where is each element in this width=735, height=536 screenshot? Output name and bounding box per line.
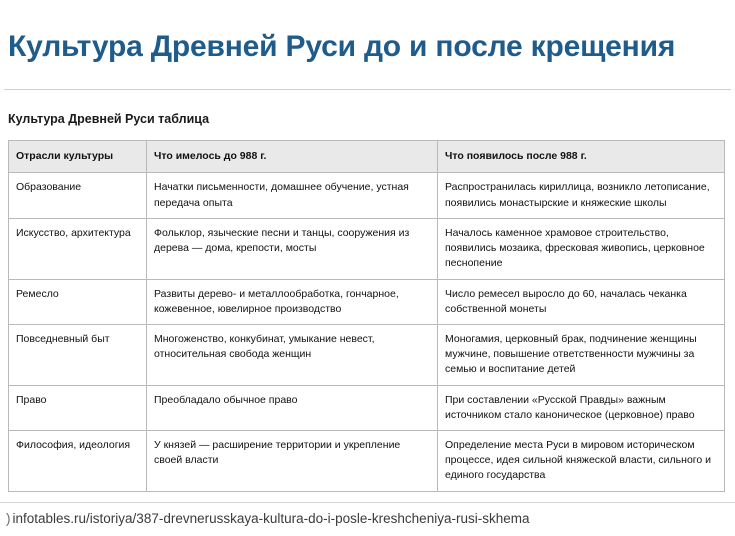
table-row (9, 279, 725, 324)
culture-table (8, 140, 725, 492)
table-header (9, 141, 725, 173)
column-header-before: Что имелось до 988 г. (147, 141, 438, 173)
document-page (0, 20, 735, 536)
table-row (9, 385, 725, 430)
table-cell: Искусство, архитектура (9, 218, 147, 279)
table-row (9, 218, 725, 279)
table-cell: Ремесло (9, 279, 147, 324)
table-cell: Развиты дерево- и металлообработка, гончарное, кожевенное, ювелирное производство (147, 279, 438, 324)
column-header-branch: Отрасли культуры (9, 141, 147, 173)
table-cell: Распространилась кириллица, возникло летописание, появились монастырские и княжеские школы (438, 173, 725, 218)
source-url-bar (0, 502, 735, 536)
url-lead-glyph: ) (6, 511, 11, 527)
table-cell: Началось каменное храмовое строительство, появились мозаика, фресковая живопись, церковное песнопение (438, 218, 725, 279)
table-cell: Философия, идеология (9, 431, 147, 492)
table-row (9, 173, 725, 218)
table-cell: Начатки письменности, домашнее обучение, устная передача опыта (147, 173, 438, 218)
table-caption: Культура Древней Руси таблица (8, 112, 210, 127)
column-header-after: Что появилось после 988 г. (438, 141, 725, 173)
table-body (9, 173, 725, 491)
table-cell: Число ремесел выросло до 60, началась чеканка собственной монеты (438, 279, 725, 324)
table-header-row (9, 141, 725, 173)
table-cell: Преобладало обычное право (147, 385, 438, 430)
page-title: Культура Древней Руси до и после крещения (8, 30, 676, 64)
table-cell: Образование (9, 173, 147, 218)
source-url-text: infotables.ru/istoriya/387-drevnerusskaya-kultura-do-i-posle-kreshcheniya-rusi-skhema (12, 511, 530, 527)
table-cell: Многоженство, конкубинат, умыкание невест, относительная свобода женщин (147, 324, 438, 385)
table-cell: Право (9, 385, 147, 430)
table-row (9, 431, 725, 492)
table-cell: Определение места Руси в мировом историческом процессе, идея сильной княжеской власти, сильного и единого государства (438, 431, 725, 492)
table-cell: Фольклор, языческие песни и танцы, сооружения из дерева — дома, крепости, мосты (147, 218, 438, 279)
table-cell: Моногамия, церковный брак, подчинение женщины мужчине, повышение ответственности мужчины за семью и воспитание детей (438, 324, 725, 385)
table-cell: При составлении «Русской Правды» важным источником стало каноническое (церковное) право (438, 385, 725, 430)
table-row (9, 324, 725, 385)
table-cell: Повседневный быт (9, 324, 147, 385)
table-cell: У князей — расширение территории и укрепление своей власти (147, 431, 438, 492)
